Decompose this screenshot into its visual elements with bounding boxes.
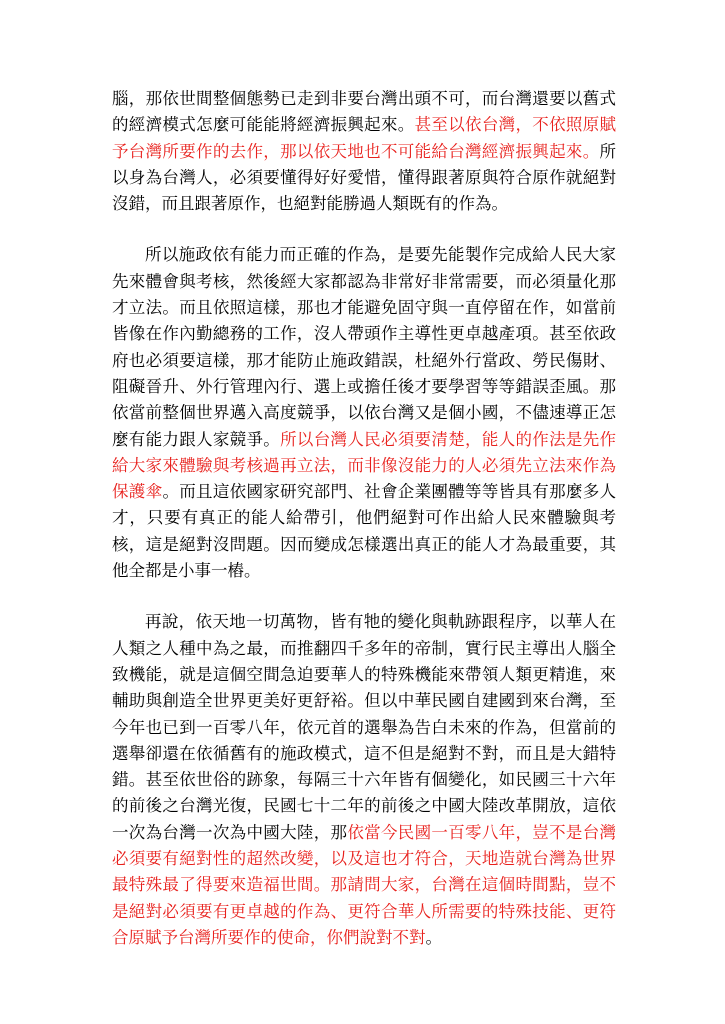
paragraph-1 [112, 86, 616, 217]
paragraph-2 [112, 242, 616, 584]
paragraph-3 [112, 609, 616, 951]
paragraph-text: 。 [425, 927, 442, 947]
highlighted-text: 依當今民國一百零八年，豈不是台灣必須要有絕對性的超然改變，以及這也才符合，天地造就台灣為世界最特殊最了得要來造福世間。那請問大家，台灣在這個時間點，豈不是絕對必須要有更卓越的作為、更符合華人所需要的特殊技能、更符合原賦予台灣所要作的使命，你們說對不對 [112, 822, 617, 947]
highlighted-text: 甚至以依台灣，不依照原賦予台灣所要作的去作，那以依天地也不可能給台灣經濟振興起來。 [112, 115, 617, 161]
paragraph-text: 所以施政依有能力而正確的作為，是要先能製作完成給人民大家先來體會與考核，然後經大家都認為非常好非常需要，而必須量化那才立法。而且依照這樣，那也才能避免固守與一直停留在作，如當前皆像在作內勤總務的工作，沒人帶頭作主導性更卓越產項。甚至依政府也必須要這樣，那才能防止施政錯誤，杜絕外行當政、勞民傷財、阻礙晉升、外行管理內行、選上或擔任後才要學習等等錯誤歪風。那依當前整個世界邁入高度競爭，以依台灣又是個小國，不儘速導正怎麼有能力跟人家競爭。 [112, 245, 616, 449]
paragraph-text: 。而且這依國家研究部門、社會企業團體等等皆具有那麼多人才，只要有真正的能人給帶引，他們絕對可作出給人民來體驗與考核，這是絕對沒問題。因而變成怎樣選出真正的能人才為最重要，其他全都是小事一樁。 [112, 482, 617, 581]
highlighted-text: 所以台灣人民必須要清楚，能人的作法是先作給大家來體驗與考核過再立法，而非像沒能力的人必須先立法來作為保護傘 [112, 429, 617, 502]
document-page [112, 86, 616, 976]
paragraph-text: 再說，依天地一切萬物，皆有牠的變化與軌跡跟程序，以華人在人類之人種中為之最，而推翻四千多年的帝制，實行民主導出人腦全致機能，就是這個空間急迫要華人的特殊機能來帶領人類更精進，來輔助與創造全世界更美好更舒裕。但以中華民國自建國到來台灣，至今年也已到一百零八年，依元首的選舉為告白未來的作為，但當前的選舉卻還在依循舊有的施政模式，這不但是絕對不對，而且是大錯特錯。甚至依世俗的跡象，每隔三十六年皆有個變化，如民國三十六年的前後之台灣光復，民國七十二年的前後之中國大陸改革開放，這依一次為台灣一次為中國大陸，那 [112, 612, 616, 842]
paragraph-text: 所以身為台灣人，必須要懂得好好愛惜，懂得跟著原與符合原作就絕對沒錯，而且跟著原作，也絕對能勝過人類既有的作為。 [112, 141, 616, 214]
paragraph-text: 腦，那依世間整個態勢已走到非要台灣出頭不可，而台灣還要以舊式的經濟模式怎麼可能能將經濟振興起來。 [112, 89, 616, 135]
